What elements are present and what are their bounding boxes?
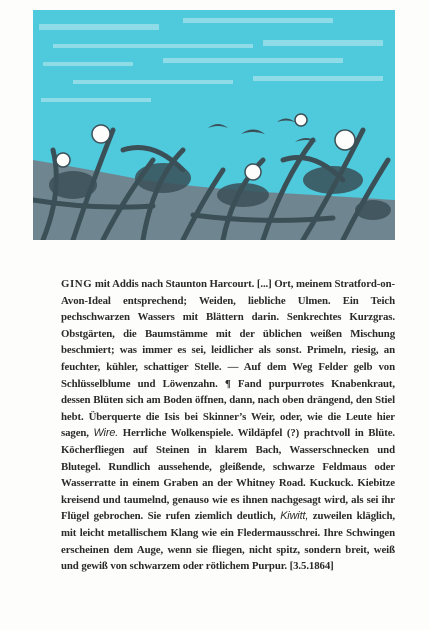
text-part-3: Herrliche Wolkenspiele. Wildäpfel (?) prachtvoll in Blüte. Köcherfliegen auf Steinen in klarem Bach, Wasserschnecken und Blutegel. Rundlich aussehende, gleißende, schwarze Feldmaus oder Wasserratte in einem Graben an der Whitney Road. Kuckuck. Kiebitze kreisend und taumelnd, genauso wie es ihnen nachgesagt wird, als sei ihr Flügel gebrochen. Sie rufen ziemlich deutlich, (61, 427, 395, 523)
text-part-4: zuweilen kläglich, mit leicht metallischem Klang wie ein Fledermausschrei. Ihre Schwingen erscheinen dem Auge, wenn sie fliegen, nicht spitz, sondern breit, weiß und gewiß von schwarzem oder rötlichem Purpur. [3.5.1864] (61, 510, 395, 573)
woodcut-svg (33, 10, 395, 240)
word-wire: Wire. (93, 427, 119, 440)
diary-paragraph (61, 276, 395, 575)
text-part-2: Fand purpurrotes Knabenkraut, dessen Blüten sich am Boden öffnen, dann, nach oben drängend, den Stiel hebt. Überquerte die Isis bei Skinner’s Weir, oder, wie die Leute hier sagen, (61, 377, 395, 440)
word-kiwitt: Kiwitt, (280, 510, 309, 523)
woodcut-illustration (33, 10, 395, 240)
pilcrow-mark: ¶ (224, 377, 231, 390)
text-part-1: mit Addis nach Staunton Harcourt. [...] Ort, meinem Stratford-on-Avon-Ideal entsprechend; Weiden, liebliche Ulmen. Ein Teich pechschwarzen Wassers mit Blättern darin. Senkrechtes Kurzgras. Obstgärten, die Baumstämme mit der üblichen weißen Mischung beschmiert; was immer es sei, leidlicher als sonst. Primeln, riesig, an feuchter, kühler, schattiger Stelle. — Auf dem Weg Felder gelb von Schlüsselblume und Löwenzahn. (61, 278, 395, 390)
diary-entry (61, 276, 395, 575)
lead-word: GING (61, 278, 93, 290)
